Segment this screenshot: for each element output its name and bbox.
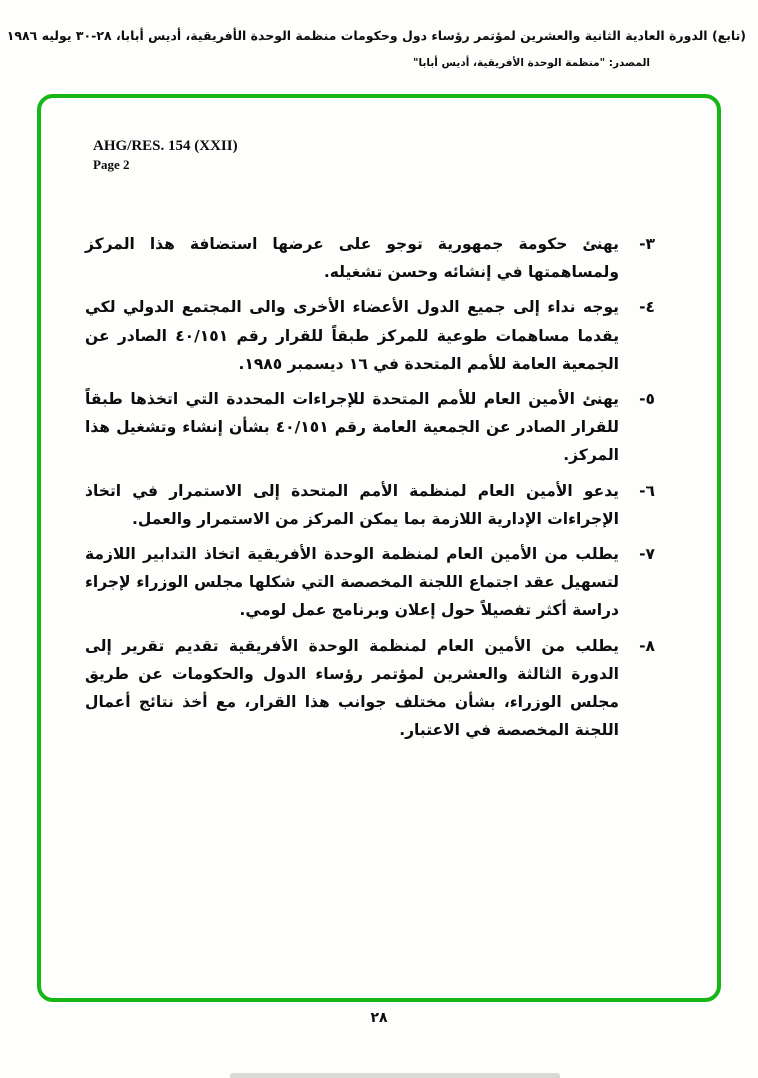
paragraph-5: [85, 385, 655, 470]
paragraph-number: ٧-: [639, 545, 655, 564]
paragraph-text: يطلب من الأمين العام لمنظمة الوحدة الأفريقية تقديم تقرير إلى الدورة الثالثة والعشرين لمؤتمر رؤساء الدول والحكومات عن طريق مجلس الوزراء، بشأن مختلف جوانب هذا القرار، مع أخذ نتائج أعمال اللجنة المخصصة في الاعتبار.: [85, 636, 619, 740]
paragraph-number: ٨-: [639, 636, 655, 655]
resolution-number: AHG/RES. 154 (XXII): [93, 138, 238, 154]
page-label: Page 2: [93, 157, 130, 173]
paragraph-6: [85, 477, 655, 533]
green-border-frame: [37, 94, 721, 1002]
paragraph-8: [85, 632, 655, 745]
session-header: (تابع) الدورة العادية الثانية والعشرين لمؤتمر رؤساء دول وحكومات منظمة الوحدة الأفريقية، أديس أبابا، ٢٨-٣٠ يوليه ١٩٨٦: [6, 28, 746, 43]
paragraph-number: ٦-: [639, 481, 655, 500]
document-reference: [93, 136, 238, 174]
paragraph-text: يدعو الأمين العام لمنظمة الأمم المتحدة إلى الاستمرار في اتخاذ الإجراءات الإدارية اللازمة بما يمكن المركز من الاستمرار والعمل.: [85, 481, 619, 528]
paragraph-number: ٤-: [639, 298, 655, 317]
paragraph-7: [85, 540, 655, 625]
paragraph-number: ٥-: [639, 390, 655, 409]
paragraph-text: يهنئ حكومة جمهورية توجو على عرضها استضافة هذا المركز ولمساهمتها في إنشائه وحسن تشغيله.: [85, 235, 619, 282]
paragraph-3: [85, 230, 655, 286]
source-line: المصدر: "منظمة الوحدة الأفريقية، أديس أبابا": [413, 57, 650, 69]
scan-edge-artifact: [230, 1073, 560, 1078]
folio-page-number: ٢٨: [370, 1010, 388, 1026]
paragraph-text: يطلب من الأمين العام لمنظمة الوحدة الأفريقية اتخاذ التدابير اللازمة لتسهيل عقد اجتماع اللجنة المخصصة التي شكلها مجلس الوزراء لإجراء دراسة أكثر تفصيلاً حول إعلان وبرنامج عمل لومي.: [85, 545, 619, 620]
paragraph-number: ٣-: [639, 235, 655, 253]
paragraph-4: [85, 293, 655, 378]
paragraph-text: يوجه نداء إلى جميع الدول الأعضاء الأخرى والى المجتمع الدولي لكي يقدما مساهمات طوعية للمركز طبقاً للقرار رقم ٤٠/١٥١ الصادر عن الجمعية العامة للأمم المتحدة في ١٦ ديسمبر ١٩٨٥.: [85, 298, 620, 373]
paragraph-text: يهنئ الأمين العام للأمم المتحدة للإجراءات المحددة التي اتخذها طبقاً للقرار الصادر عن الجمعية العامة رقم ٤٠/١٥١ بشأن إنشاء وتشغيل هذا المركز.: [85, 390, 620, 465]
resolution-body: [85, 230, 655, 751]
